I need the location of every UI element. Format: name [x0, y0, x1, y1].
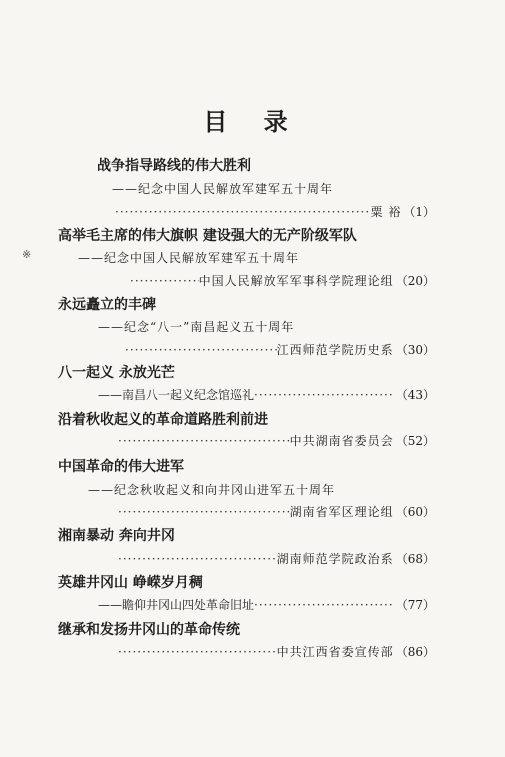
page-number: 52 — [407, 434, 423, 448]
entry-page: （77） — [395, 598, 435, 612]
entry-page: （68） — [395, 552, 435, 566]
entry-title: 沿着秋收起义的革命道路胜利前进 — [58, 412, 268, 428]
page-number: 20 — [407, 274, 423, 288]
margin-mark: ※ — [22, 248, 32, 261]
dot-leader — [125, 343, 277, 357]
entry-leader — [118, 643, 435, 660]
entry-title: 中国革命的伟大进军 — [58, 459, 184, 475]
toc-heading: 目 录 — [203, 107, 302, 136]
entry-leader — [98, 386, 435, 403]
entry-title: 高举毛主席的伟大旗帜 建设强大的无产阶级军队 — [58, 228, 357, 244]
page-number: 77 — [407, 598, 423, 612]
entry-leader — [115, 203, 435, 220]
entry-page: （86） — [395, 645, 435, 659]
entry-page: （20） — [395, 274, 435, 288]
entry-title: 永远矗立的丰碑 — [58, 297, 156, 313]
entry-page: （52） — [395, 434, 435, 448]
entry-leader — [118, 550, 435, 567]
dot-leader — [118, 552, 277, 566]
dot-leader — [115, 205, 371, 219]
entry-author: 粟 裕 — [370, 205, 402, 219]
page-number: 86 — [407, 645, 423, 659]
page-number: 60 — [407, 505, 423, 519]
dot-leader — [118, 434, 290, 448]
entry-leader — [125, 341, 435, 358]
entry-title: 继承和发扬井冈山的革命传统 — [58, 622, 240, 638]
dot-leader — [130, 274, 199, 288]
dot-leader — [254, 598, 394, 612]
entry-author: 中共江西省委宣传部 — [276, 645, 394, 659]
page-number: 43 — [407, 388, 423, 402]
entry-title: 八一起义 永放光芒 — [58, 365, 175, 381]
entry-page: （1） — [403, 205, 435, 219]
entry-page: （43） — [395, 388, 435, 402]
entry-title: 湘南暴动 奔向井冈 — [58, 528, 175, 544]
dot-leader — [118, 645, 277, 659]
page-number: 68 — [407, 552, 423, 566]
entry-title: 战争指导路线的伟大胜利 — [97, 158, 251, 174]
entry-leader — [98, 596, 435, 613]
entry-author: 中国人民解放军军事科学院理论组 — [198, 274, 394, 288]
page-number: 30 — [407, 343, 423, 357]
dot-leader — [254, 388, 394, 402]
entry-page: （60） — [395, 505, 435, 519]
entry-leader — [130, 272, 435, 289]
entry-page: （30） — [395, 343, 435, 357]
entry-subtitle: ——瞻仰井冈山四处革命旧址 — [98, 598, 255, 612]
page-number: 1 — [415, 205, 423, 219]
entry-subtitle: ——纪念中国人民解放军建军五十周年 — [112, 182, 334, 196]
entry-subtitle: ——纪念中国人民解放军建军五十周年 — [78, 251, 300, 265]
entry-subtitle: ——南昌八一起义纪念馆巡礼 — [98, 388, 255, 402]
entry-author: 湖南省军区理论组 — [289, 505, 394, 519]
dot-leader — [118, 505, 290, 519]
entry-leader — [118, 432, 435, 449]
entry-author: 江西师范学院历史系 — [276, 343, 394, 357]
entry-subtitle: ——纪念秋收起义和向井冈山进军五十周年 — [88, 483, 336, 497]
entry-title: 英雄井冈山 峥嵘岁月稠 — [58, 575, 203, 591]
entry-leader — [118, 503, 435, 520]
entry-author: 中共湖南省委员会 — [289, 434, 394, 448]
entry-author: 湖南师范学院政治系 — [276, 552, 394, 566]
entry-subtitle: ——纪念“八一”南昌起义五十周年 — [98, 320, 295, 334]
